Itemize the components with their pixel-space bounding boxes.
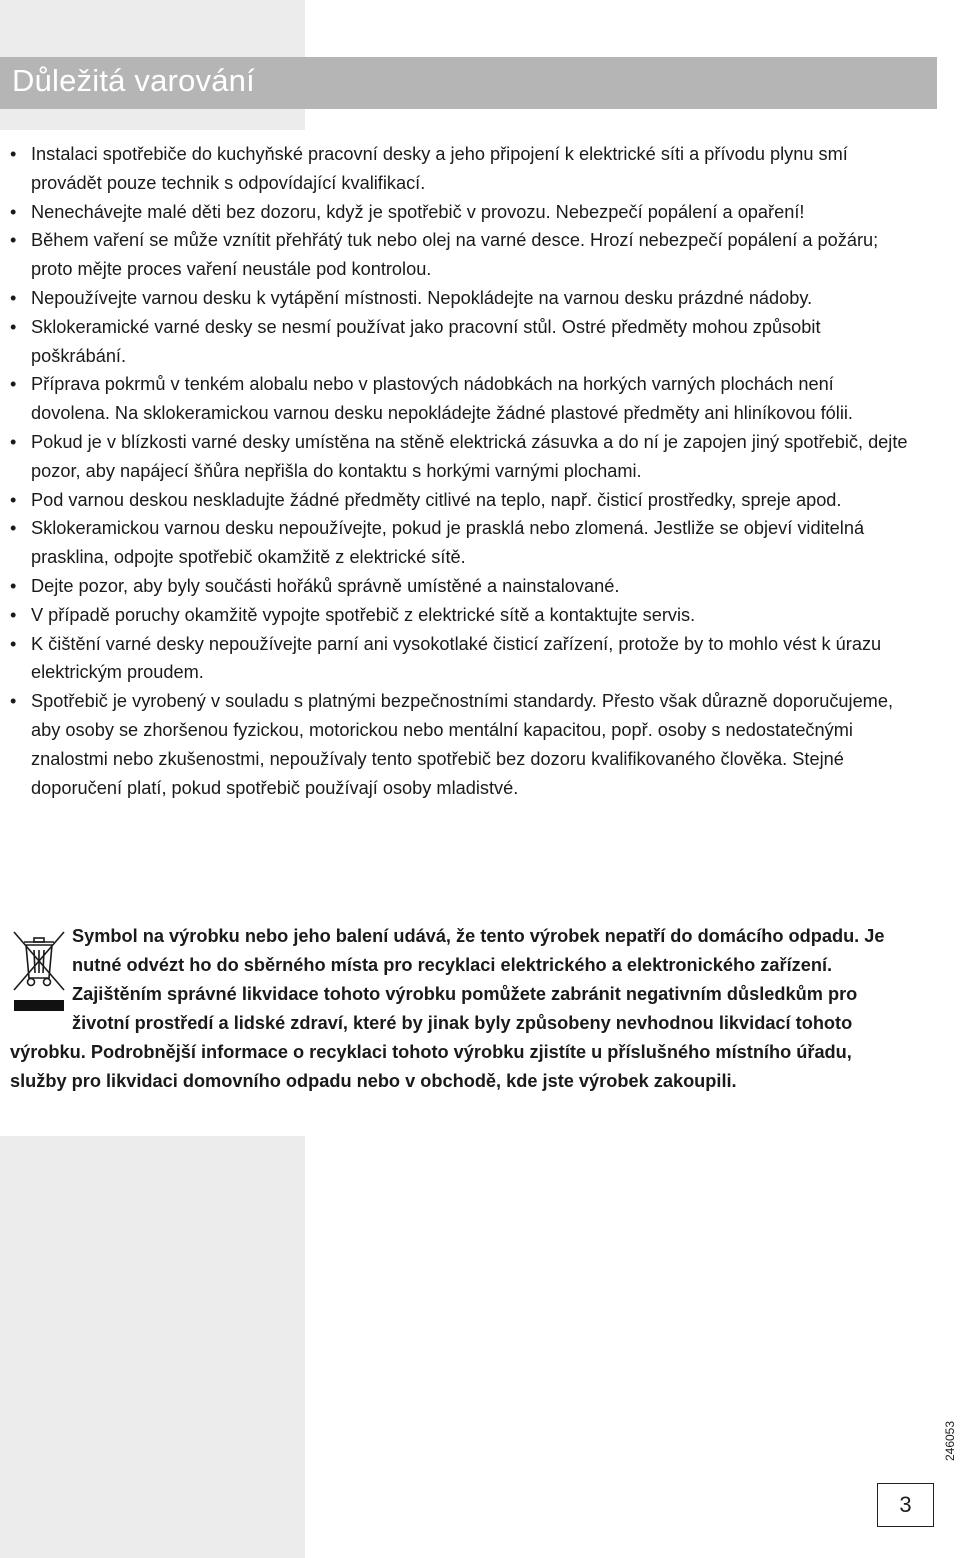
warning-text: Pokud je v blízkosti varné desky umístěna na stěně elektrická zásuvka a do ní je zapojen jiný spotřebič, dejte pozor, aby napájecí šňůra nepřišla do kontaktu s horkými varnými plochami.: [31, 431, 908, 481]
list-item: [10, 572, 915, 601]
warning-text: K čištění varné desky nepoužívejte parní ani vysokotlaké čisticí zařízení, protože by to mohlo vést k úrazu elektrickým proudem.: [31, 633, 882, 683]
document-code: [944, 1418, 956, 1464]
list-item: [10, 630, 915, 688]
bullet-icon: •: [10, 431, 17, 452]
list-item: [10, 486, 915, 515]
section-title-bar: [0, 57, 937, 109]
document-code-text: 246053: [943, 1420, 957, 1462]
warning-text: V případě poruchy okamžitě vypojte spotřebič z elektrické sítě a kontaktujte servis.: [31, 604, 696, 625]
bullet-icon: •: [10, 144, 17, 164]
bullet-icon: •: [10, 201, 17, 222]
list-item: [10, 140, 915, 198]
warning-text: Dejte pozor, aby byly součásti hořáků správně umístěné a nainstalované.: [31, 575, 620, 596]
warning-text: Pod varnou deskou neskladujte žádné předměty citlivé na teplo, např. čisticí prostředky, spreje apod.: [31, 489, 842, 510]
warning-text: Spotřebič je vyrobený v souladu s platnými bezpečnostními standardy. Přesto však důrazně doporučujeme, aby osoby se zhoršenou fyzickou, motorickou nebo mentální kapacitou, popř. osoby s nedostatečnými znalostmi nebo zkušenostmi, nepoužívaly tento spotřebič bez dozoru kvalifikovaného člověka. Stejné doporučení platí, pokud spotřebič používají osoby mladistvé.: [31, 691, 894, 798]
warning-text: Nepoužívejte varnou desku k vytápění místnosti. Nepokládejte na varnou desku prázdné nádoby.: [31, 287, 813, 308]
list-item: [10, 284, 915, 313]
bullet-icon: •: [10, 575, 17, 596]
bullet-icon: •: [10, 230, 17, 251]
crossed-out-wheelie-bin-icon: [10, 926, 68, 1024]
page-number: 3: [877, 1483, 934, 1527]
list-item: [10, 198, 915, 227]
warning-text: Příprava pokrmů v tenkém alobalu nebo v plastových nádobkách na horkých varných plochách není dovolena. Na sklokeramickou varnou desku nepokládejte žádné plastové předměty ani hliníkovou fólii.: [31, 374, 853, 424]
bullet-icon: •: [10, 691, 17, 712]
bullet-icon: •: [10, 374, 17, 395]
warning-text: Sklokeramickou varnou desku nepoužívejte, pokud je prasklá nebo zlomená. Jestliže se objeví viditelná prasklina, odpojte spotřebič okamžitě z elektrické sítě.: [31, 518, 865, 568]
list-item: [10, 687, 915, 802]
bullet-icon: •: [10, 604, 17, 625]
warning-text: Nenechávejte malé děti bez dozoru, když je spotřebič v provozu. Nebezpečí popálení a opaření!: [31, 201, 805, 222]
warning-text: Sklokeramické varné desky se nesmí používat jako pracovní stůl. Ostré předměty mohou způsobit poškrábání.: [31, 316, 821, 366]
warning-list: [10, 140, 915, 802]
list-item: [10, 313, 915, 371]
bullet-icon: •: [10, 518, 17, 539]
bullet-icon: •: [10, 316, 17, 337]
warning-text: Během vaření se může vznítit přehřátý tuk nebo olej na varné desce. Hrozí nebezpečí popálení a požáru; proto mějte proces vaření neustále pod kontrolou.: [31, 230, 879, 280]
list-item: [10, 370, 915, 428]
bullet-icon: •: [10, 489, 17, 510]
list-item: [10, 428, 915, 486]
weee-notice: [10, 922, 910, 1096]
bullet-icon: •: [10, 287, 17, 308]
weee-notice-text: Symbol na výrobku nebo jeho balení udává, že tento výrobek nepatří do domácího odpadu. Je nutné odvézt ho do sběrného místa pro recyklaci elektrického a elektronického zařízení. Zajištěním správné likvidace tohoto výrobku pomůžete zabránit negativním důsledkům pro životní prostředí a lidské zdraví, které by jinak byly způsobeny nevhodnou likvidací tohoto výrobku. Podrobnější informace o recyklaci tohoto výrobku zjistíte u příslušného místního úřadu, služby pro likvidaci domovního odpadu nebo v obchodě, kde jste výrobek zakoupili.: [10, 926, 885, 1091]
page-title: Důležitá varování: [12, 63, 255, 98]
list-item: [10, 601, 915, 630]
list-item: [10, 514, 915, 572]
warning-text: Instalaci spotřebiče do kuchyňské pracovní desky a jeho připojení k elektrické síti a přívodu plynu smí provádět pouze technik s odpovídající kvalifikací.: [31, 144, 848, 193]
list-item: [10, 226, 915, 284]
bullet-icon: •: [10, 633, 17, 654]
